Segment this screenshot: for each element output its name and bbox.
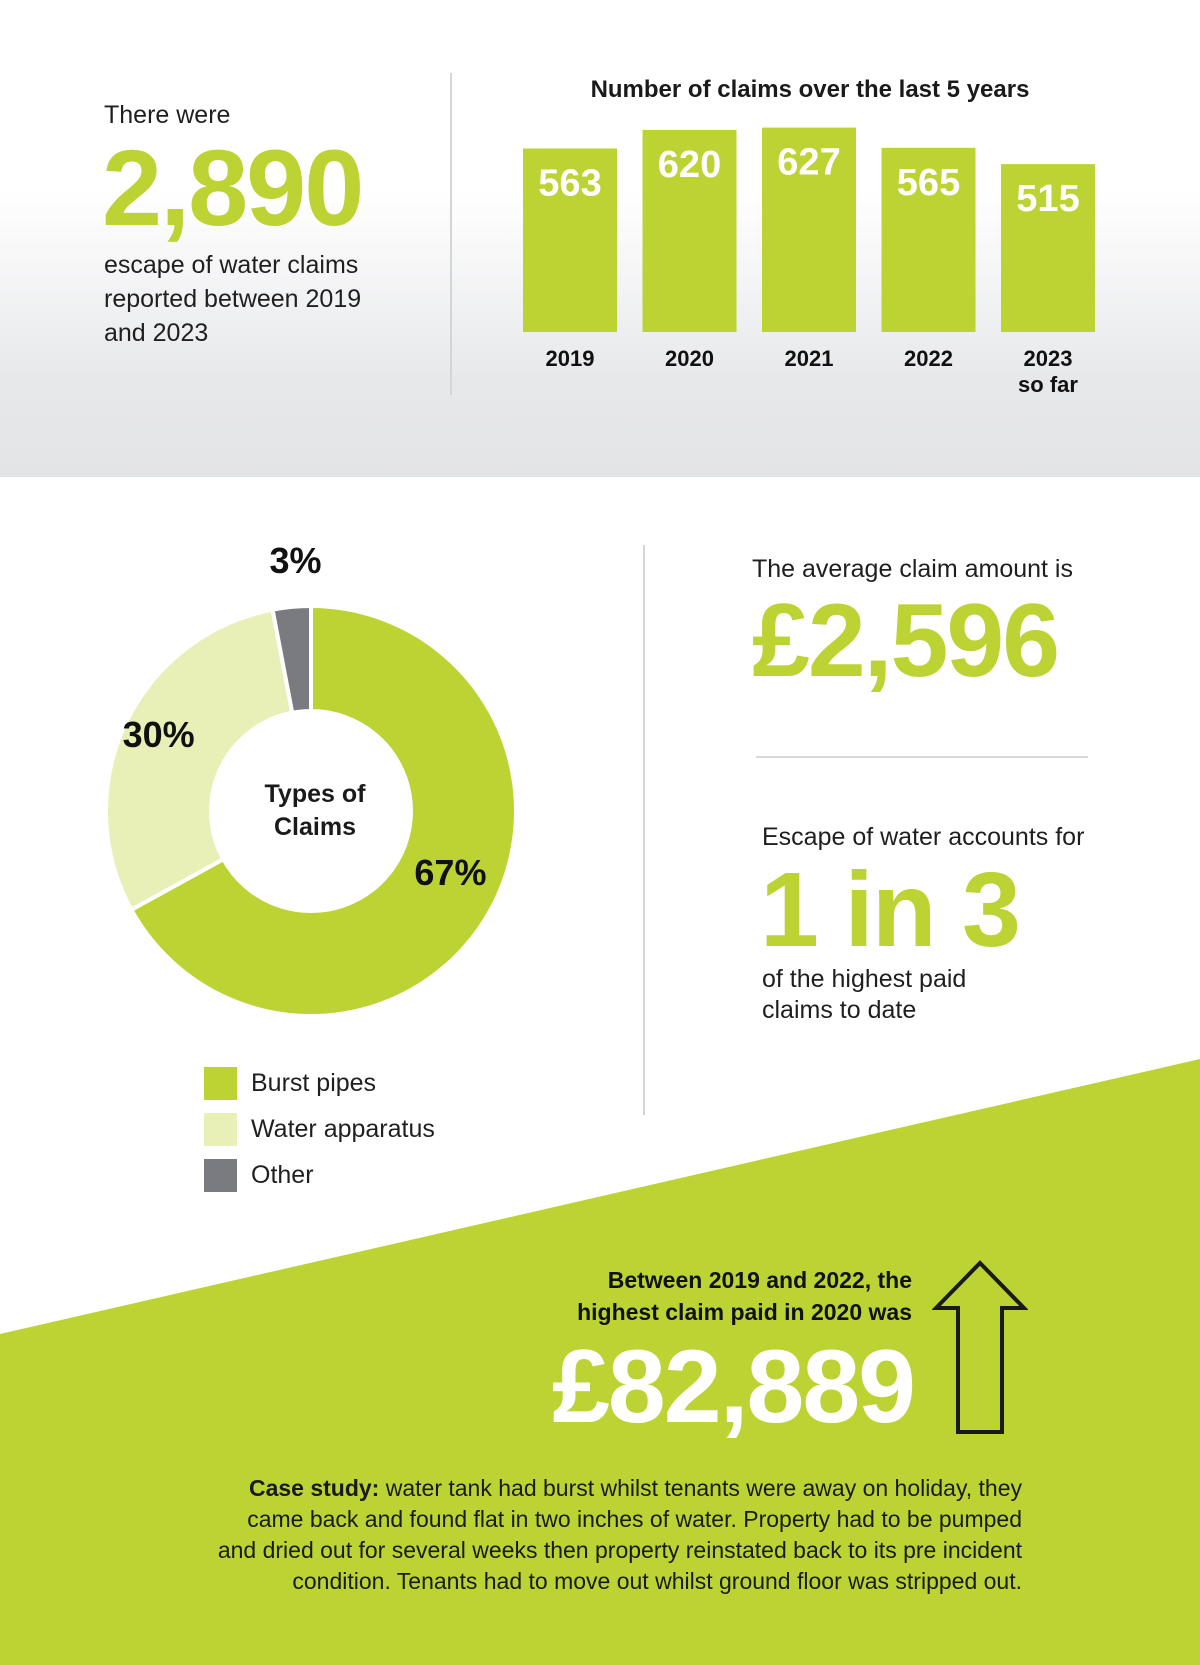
- legend-label: Water apparatus: [251, 1114, 435, 1143]
- average-intro: The average claim amount is: [752, 555, 1073, 583]
- donut-title-line: Types of: [264, 780, 366, 808]
- highest-intro-line: highest claim paid in 2020 was: [577, 1299, 912, 1325]
- total-caption-line: reported between 2019: [104, 285, 362, 313]
- other-percent: 3%: [269, 540, 322, 582]
- average-claim-amount: £2,596: [752, 583, 1059, 699]
- total-intro: There were: [104, 101, 231, 129]
- bar-value-label: 565: [896, 161, 961, 204]
- case-study-line: came back and found flat in two inches of water. Property had to be pumped: [247, 1506, 1022, 1532]
- bar-value-label: 627: [777, 141, 841, 184]
- case-study-line: [100, 1473, 1022, 1504]
- ratio-value: 1 in 3: [760, 851, 1020, 969]
- bar-value-label: 620: [657, 143, 722, 186]
- bar-value-label: 563: [538, 162, 602, 205]
- highest-intro-line: Between 2019 and 2022, the: [607, 1267, 912, 1293]
- burst-pipes-percent: 67%: [414, 851, 487, 893]
- case-study-line-text: water tank had burst whilst tenants were away on holiday, they: [379, 1475, 1022, 1501]
- ratio-caption-line: of the highest paid: [762, 965, 967, 993]
- total-caption-line: escape of water claims: [104, 251, 359, 279]
- total-caption-line: and 2023: [104, 319, 209, 347]
- case-study-text: [100, 1473, 1022, 1597]
- bar-category-label: 2022: [904, 346, 953, 371]
- case-study-label: Case study:: [248, 1475, 380, 1501]
- legend-label: Other: [251, 1160, 314, 1189]
- bar-chart-title: Number of claims over the last 5 years: [590, 76, 1030, 103]
- case-study-line: and dried out for several weeks then property reinstated back to its pre incident: [217, 1537, 1022, 1563]
- ratio-caption-line: claims to date: [762, 996, 917, 1024]
- bar-category-label: 2023: [1023, 346, 1073, 371]
- highest-claim-intro: [450, 1264, 912, 1328]
- donut-title-line: Claims: [274, 813, 356, 841]
- up-arrow-icon: [932, 1260, 1028, 1436]
- bar-category-label: 2019: [545, 346, 595, 371]
- case-study-line: condition. Tenants had to move out whilst ground floor was stripped out.: [292, 1568, 1022, 1594]
- bar-category-label: so far: [1018, 372, 1078, 397]
- total-claims-number: 2,890: [102, 127, 363, 248]
- ratio-intro: Escape of water accounts for: [762, 823, 1085, 851]
- bar-category-label: 2020: [665, 346, 714, 371]
- bar-value-label: 515: [1016, 178, 1080, 221]
- highest-claim-amount: £82,889: [552, 1329, 914, 1445]
- legend-label: Burst pipes: [251, 1068, 377, 1097]
- water-apparatus-percent: 30%: [122, 714, 195, 756]
- bar-category-label: 2021: [784, 346, 834, 371]
